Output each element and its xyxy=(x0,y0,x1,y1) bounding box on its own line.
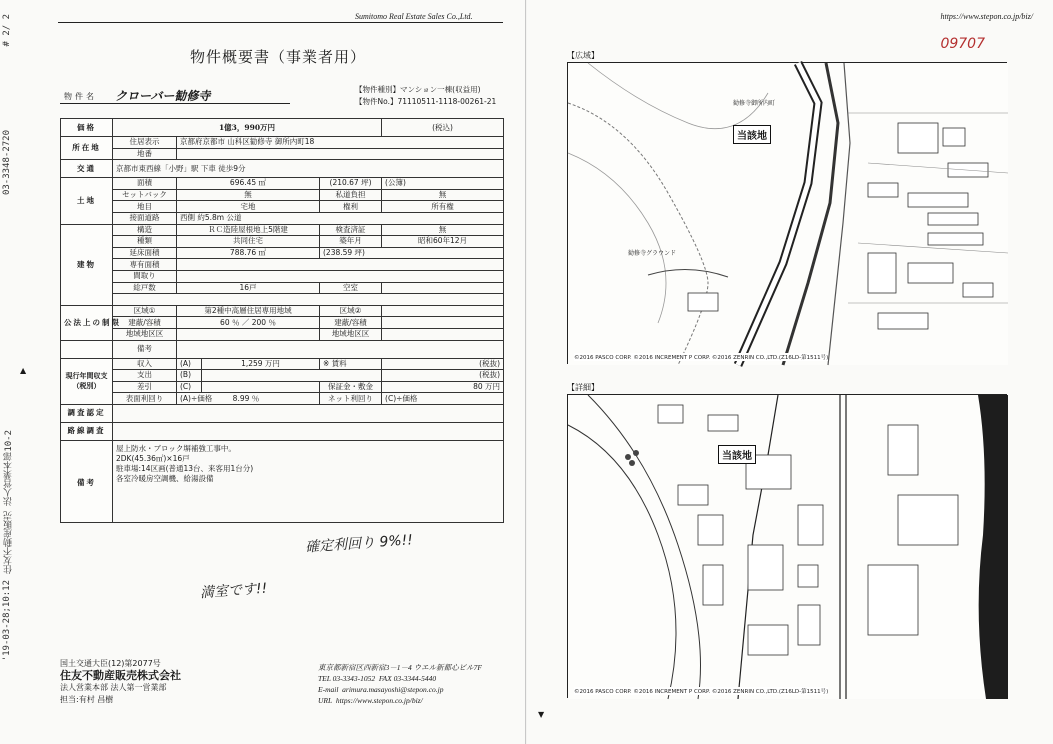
lot-value xyxy=(177,148,504,160)
site-marker-detail[interactable]: 当該地 xyxy=(718,445,756,464)
scroll-down-arrow-icon: ▼ xyxy=(538,710,545,719)
net-label: ネット利回り xyxy=(320,393,382,405)
expense-code: (B) xyxy=(177,370,202,382)
setback-label: セットバック xyxy=(113,189,177,201)
layout-label: 間取り xyxy=(113,270,177,282)
note-blank-cell xyxy=(61,340,113,358)
license: 国土交通大臣(12)第2077号 xyxy=(60,659,161,668)
net-formula: (C)÷価格 xyxy=(382,393,504,405)
tel: 03-3343-1052 xyxy=(332,674,376,683)
svg-text:勧修寺御所内町: 勧修寺御所内町 xyxy=(733,100,776,107)
area-type: (公簿) xyxy=(382,178,504,190)
deposit-label: 保証金・敷金 xyxy=(320,381,382,393)
landuse-label: 地目 xyxy=(113,201,177,213)
setback-value: 無 xyxy=(177,189,320,201)
district-label: 地域地区区 xyxy=(113,328,177,340)
email: arimura.masayoshi@stepon.co.jp xyxy=(342,685,444,694)
revenue-tax: (税抜) xyxy=(382,358,504,370)
price-tax: (税込) xyxy=(382,119,504,137)
property-name: クローバー勧修寺 xyxy=(115,89,211,103)
location-label: 所在地 xyxy=(61,137,113,160)
property-label: 物件名 xyxy=(64,92,97,101)
tel-label: TEL xyxy=(318,674,331,683)
area-tsubo: (210.67 坪) xyxy=(320,178,382,190)
zone2-label: 区域② xyxy=(320,305,382,317)
addr-display-value: 京都府京都市 山科区勧修寺 御所内町18 xyxy=(177,137,504,149)
fax-sender: 住友不動産販売 法人営業本部10-2 xyxy=(4,430,14,575)
vacancy-value xyxy=(382,282,504,294)
coverage2-label: 建蔽/容積 xyxy=(320,317,382,329)
left-page xyxy=(0,0,526,744)
revenue-code: (A) xyxy=(177,358,202,370)
road-survey-value xyxy=(113,422,504,440)
zone1-label: 区域① xyxy=(113,305,177,317)
law-label: 公法上の制限 xyxy=(61,305,113,340)
structure-value: ＲＣ造陸屋根地上5階建 xyxy=(177,224,320,236)
expense-label: 支出 xyxy=(113,370,177,382)
vacancy-label: 空室 xyxy=(320,282,382,294)
property-number: 【物件No.】71110511-1118-00261-21 xyxy=(355,97,497,106)
private-road-label: 私道負担 xyxy=(320,189,382,201)
handwritten-yield: 確定利回り 9%!! xyxy=(304,532,414,556)
url-top: https://www.stepon.co.jp/biz/ xyxy=(940,12,1033,21)
expense-tax: (税抜) xyxy=(382,370,504,382)
property-type: 【物件種別】マンション一棟(収益用) xyxy=(355,85,481,94)
survey-label: 調査認定 xyxy=(61,404,113,422)
price-label: 価格 xyxy=(61,119,113,137)
wide-area-map[interactable] xyxy=(567,62,1007,364)
company-name: 住友不動産販売株式会社 xyxy=(60,669,181,682)
zone1-value: 第2種中高層住居専用地域 xyxy=(177,305,320,317)
layout-value xyxy=(177,270,504,282)
url: https://www.stepon.co.jp/biz/ xyxy=(335,696,423,705)
district2-value xyxy=(382,328,504,340)
type-value: 共同住宅 xyxy=(177,236,320,248)
remarks-value xyxy=(113,440,504,522)
balance-value xyxy=(202,381,320,393)
site-marker-wide[interactable]: 当該地 xyxy=(733,125,771,144)
svg-text:勧修寺グラウンド: 勧修寺グラウンド xyxy=(628,250,677,257)
fax: 03-3344-5440 xyxy=(393,674,437,683)
fax-page-marker: # 2/ 2 xyxy=(2,14,12,47)
inspection-value: 無 xyxy=(382,224,504,236)
addr-display-label: 住居表示 xyxy=(113,137,177,149)
coverage-value: 60 ％ ／ 200 ％ xyxy=(177,317,320,329)
lot-label: 地番 xyxy=(113,148,177,160)
email-label: E-mail xyxy=(318,685,339,694)
structure-label: 構造 xyxy=(113,224,177,236)
gross-label: 表面利回り xyxy=(113,393,177,405)
top-rule xyxy=(58,22,503,23)
built-label: 築年月 xyxy=(320,236,382,248)
detail-map-label: 【詳細】 xyxy=(567,383,599,392)
units-label: 総戸数 xyxy=(113,282,177,294)
type-label: 種類 xyxy=(113,236,177,248)
gross-yield xyxy=(177,393,320,405)
division: 法人営業本部 法人第一営業部 xyxy=(60,683,167,692)
coverage2-value xyxy=(382,317,504,329)
gross-formula: (A)÷価格 xyxy=(180,393,213,403)
remarks-label: 備考 xyxy=(61,440,113,522)
doc-title: 物件概要書（事業者用） xyxy=(190,48,367,66)
footer-contact xyxy=(318,662,482,706)
company-address: 東京都新宿区西新宿3－1－4 ウエル新都心ビル7F xyxy=(318,663,482,672)
scroll-up-arrow-icon: ▲ xyxy=(20,366,27,375)
property-name-row xyxy=(60,88,290,104)
traffic-value: 京都市東西線「小野」駅 下車 徒歩9分 xyxy=(113,160,504,178)
area-label: 面積 xyxy=(113,178,177,190)
landuse-value: 宅地 xyxy=(177,201,320,213)
deposit-value: 80 万円 xyxy=(382,381,504,393)
detail-map[interactable] xyxy=(567,394,1007,698)
area-value: 696.45 ㎡ xyxy=(177,178,320,190)
remarks-line: 2DK(45.36㎡)×16戸 xyxy=(116,453,190,463)
remarks-line: 駐車場:14区画(普通13台、来客用1台分) xyxy=(116,463,254,473)
district-value xyxy=(177,328,320,340)
built-value: 昭和60年12月 xyxy=(382,236,504,248)
rights-value: 所有権 xyxy=(382,201,504,213)
balance-label: 差引 xyxy=(113,381,177,393)
road-value: 西側 約5.8m 公道 xyxy=(177,212,504,224)
income-label: 現行年間収支（税別） xyxy=(61,358,113,404)
units-value: 16戸 xyxy=(177,282,320,294)
revenue-label: 収入 xyxy=(113,358,177,370)
floor-tsubo: (238.59 坪) xyxy=(320,247,504,259)
gross-value: 8.99 ％ xyxy=(232,393,260,403)
footer-left xyxy=(60,658,181,706)
fax-label: FAX xyxy=(378,674,392,683)
coverage-label: 建蔽/容積 xyxy=(113,317,177,329)
district2-label: 地域地区区 xyxy=(320,328,382,340)
fax-phone: 03-3348-2720 xyxy=(2,130,12,196)
traffic-label: 交通 xyxy=(61,160,113,178)
detail-map-drawing xyxy=(568,395,1008,699)
rights-label: 権利 xyxy=(320,201,382,213)
copyright-wide: ©2016 PASCO CORP. ©2016 INCREMENT P CORP. ©2016 ZENRIN CO.,LTD.(Z16LD-第1511号) xyxy=(574,355,829,361)
wide-map-drawing xyxy=(568,63,1008,365)
handwritten-full: 満室です!! xyxy=(199,580,268,602)
floor-label: 延床面積 xyxy=(113,247,177,259)
floor-value: 788.76 ㎡ xyxy=(177,247,320,259)
revenue-note: ※ 賃料 xyxy=(320,358,382,370)
url-label: URL xyxy=(318,696,333,705)
expense-value xyxy=(202,370,382,382)
zone2-value xyxy=(382,305,504,317)
handwritten-code: 09707 xyxy=(940,36,985,52)
price-row xyxy=(61,119,504,137)
price-value: 1億3，990万円 xyxy=(113,119,382,137)
revenue-value: 1,259 万円 xyxy=(202,358,320,370)
company-en: Sumitomo Real Estate Sales Co.,Ltd. xyxy=(355,12,473,21)
inspection-label: 検査済証 xyxy=(320,224,382,236)
road-label: 接面道路 xyxy=(113,212,177,224)
balance-code: (C) xyxy=(177,381,202,393)
exclusive-value xyxy=(177,259,504,271)
land-label: 土地 xyxy=(61,178,113,224)
building-blank-row xyxy=(113,294,504,306)
spec-table xyxy=(60,118,504,523)
wide-map-label: 【広域】 xyxy=(567,51,599,60)
road-survey-label: 路線調査 xyxy=(61,422,113,440)
private-road-value: 無 xyxy=(382,189,504,201)
building-label: 建物 xyxy=(61,224,113,305)
fax-datetime: '19-03-28;10:12 xyxy=(2,580,12,662)
survey-value xyxy=(113,404,504,422)
remarks-line: 屋上防水・ブロック塀補強工事中。 xyxy=(116,443,236,453)
note-value xyxy=(177,340,504,358)
note-label: 備考 xyxy=(113,340,177,358)
exclusive-label: 専有面積 xyxy=(113,259,177,271)
remarks-line: 各室冷暖房空調機、給湯設備 xyxy=(116,473,214,483)
copyright-detail: ©2016 PASCO CORP. ©2016 INCREMENT P CORP. ©2016 ZENRIN CO.,LTD.(Z16LD-第1511号) xyxy=(574,689,829,695)
staff: 担当:有村 昌樹 xyxy=(60,695,114,704)
